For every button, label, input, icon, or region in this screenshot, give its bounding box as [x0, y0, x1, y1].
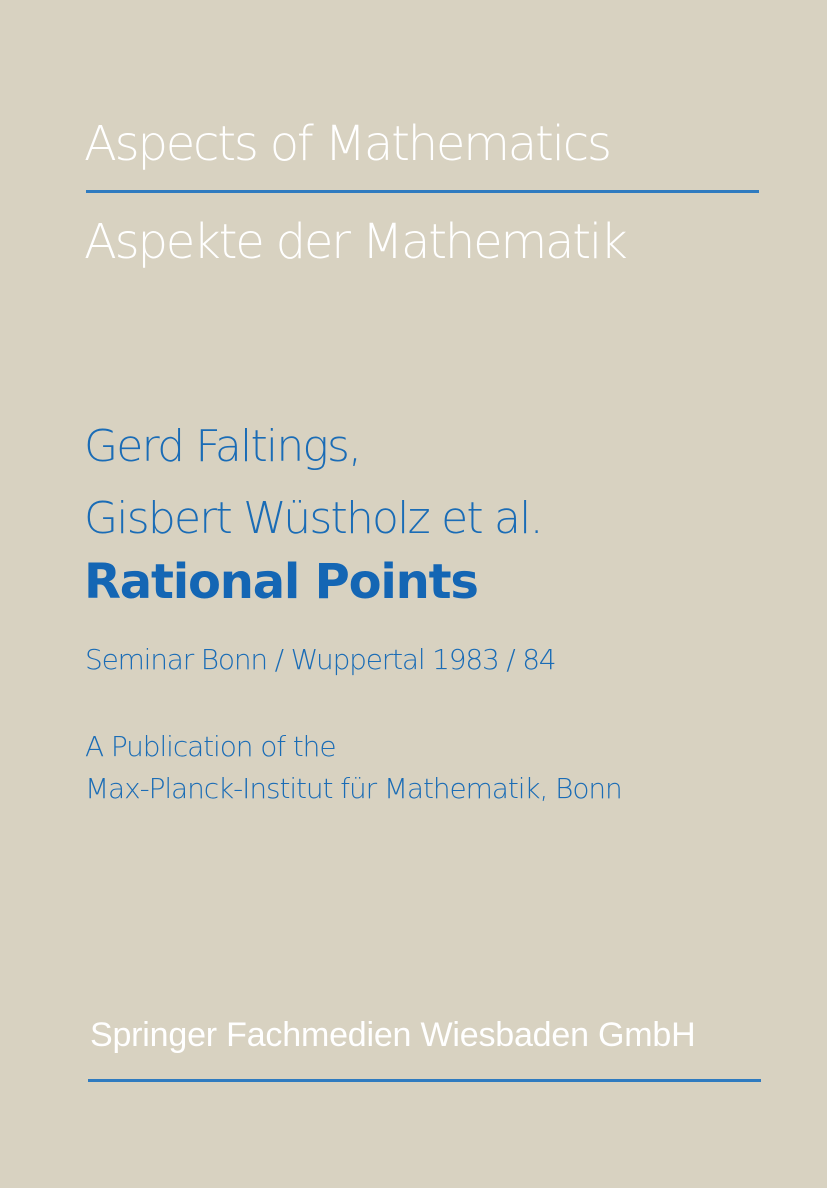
bottom-divider-rule	[88, 1079, 761, 1082]
series-title-english: Aspects of Mathematics	[84, 116, 610, 172]
publisher-name: Springer Fachmedien Wiesbaden GmbH	[90, 1016, 696, 1054]
book-title: Rational Points	[84, 554, 478, 610]
author-line-2: Gisbert Wüstholz et al.	[84, 493, 542, 544]
book-subtitle: Seminar Bonn / Wuppertal 1983 / 84	[85, 643, 556, 676]
author-line-1: Gerd Faltings,	[84, 421, 361, 472]
series-title-german: Aspekte der Mathematik	[84, 214, 626, 270]
top-divider-rule	[86, 190, 759, 193]
publication-note-line-2: Max-Planck-Institut für Mathematik, Bonn	[85, 772, 622, 805]
publication-note-line-1: A Publication of the	[85, 730, 336, 763]
